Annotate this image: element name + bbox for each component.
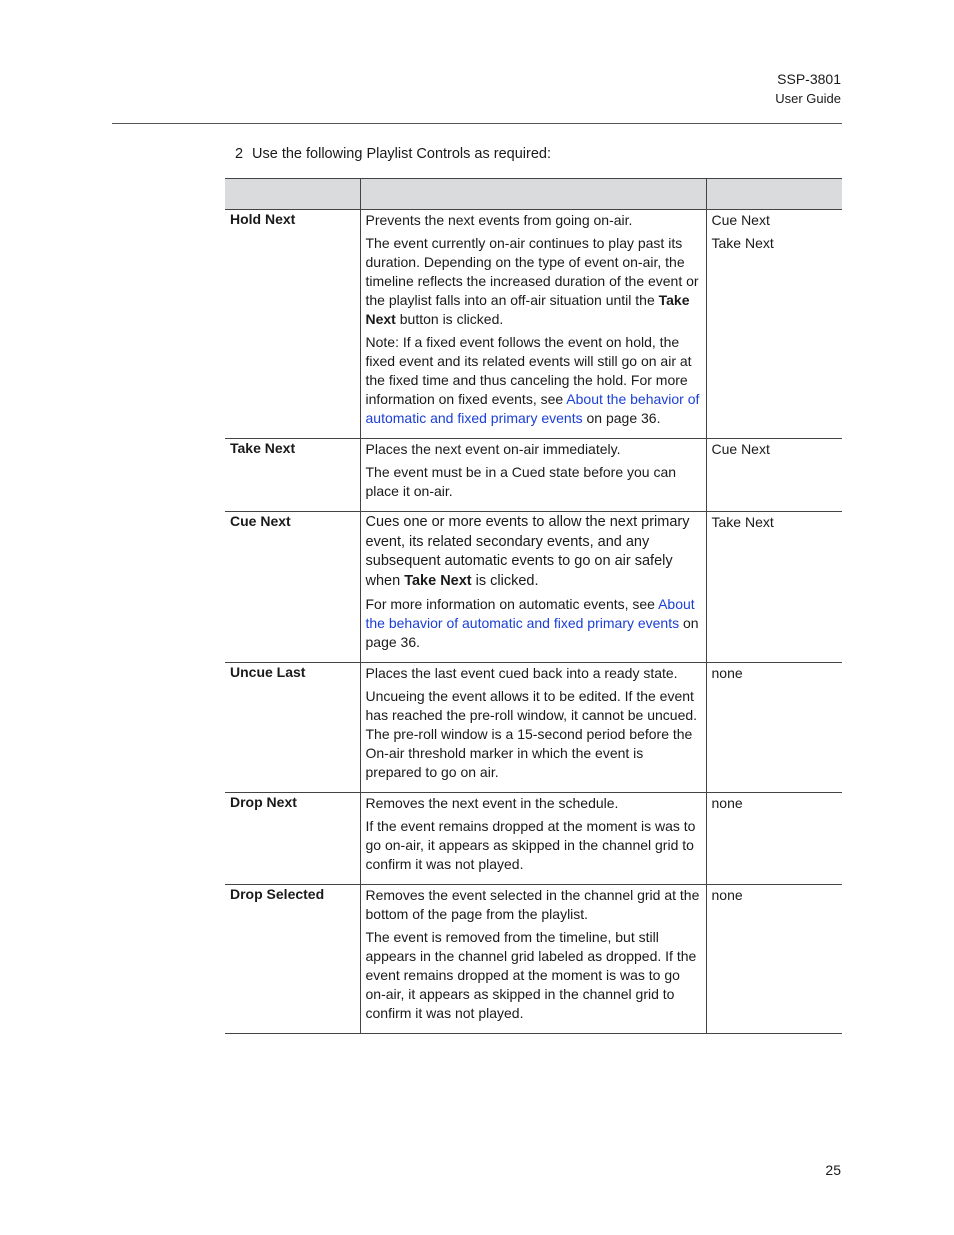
header-cell-description <box>360 179 706 210</box>
related-controls <box>706 885 842 1034</box>
text-run: on page 36. <box>582 410 661 426</box>
header-cell-control <box>225 179 360 210</box>
description-paragraph: Places the last event cued back into a ready state. <box>365 665 678 681</box>
table-row <box>225 885 842 1034</box>
related-controls <box>706 512 842 663</box>
description-paragraph: The event is removed from the timeline, but still appears in the channel grid labeled as dropped. If the event remains dropped at the moment is was to go on-air, it appears as skipped in the channel grid to confirm it was not played. <box>365 929 697 1021</box>
control-description <box>360 885 706 1034</box>
text-run: on page 36. <box>365 615 699 650</box>
related-item: none <box>711 665 743 681</box>
description-paragraph: Places the next event on-air immediately. <box>365 441 621 457</box>
description-paragraph <box>366 595 701 652</box>
description-paragraph <box>366 333 701 428</box>
related-controls <box>706 210 842 439</box>
bold-term: Take Next <box>365 292 690 327</box>
related-item: Cue Next <box>711 212 770 228</box>
table-row <box>225 512 842 663</box>
related-item: none <box>711 795 743 811</box>
cross-reference-link[interactable]: About the behavior of automatic and fixed primary events <box>365 596 695 631</box>
related-item: none <box>711 887 743 903</box>
text-run: Note: If a fixed event follows the event on hold, the fixed event and its related events will still go on air at the fixed time and thus canceling the hold. For more information on fixed events, see <box>365 334 692 407</box>
header-doc-title: User Guide <box>775 91 841 106</box>
control-name: Drop Next <box>225 793 360 885</box>
description-paragraph: The event must be in a Cued state before you can place it on-air. <box>365 464 677 499</box>
step-instruction <box>235 146 551 162</box>
step-text: Use the following Playlist Controls as required: <box>252 146 551 162</box>
text-run: button is clicked. <box>395 311 504 327</box>
related-controls <box>706 663 842 793</box>
control-description <box>360 210 706 439</box>
related-controls <box>706 439 842 512</box>
table-row <box>225 439 842 512</box>
description-paragraph: Removes the next event in the schedule. <box>365 795 619 811</box>
control-name: Cue Next <box>225 512 360 663</box>
bold-term: Take Next <box>404 572 472 589</box>
description-paragraph <box>366 513 701 591</box>
step-number: 2 <box>235 146 244 162</box>
control-name: Drop Selected <box>225 885 360 1034</box>
control-description <box>360 793 706 885</box>
text-run: is clicked. <box>471 572 539 589</box>
description-paragraph <box>366 234 701 329</box>
control-description <box>360 512 706 663</box>
header-rule <box>112 123 842 124</box>
related-item: Take Next <box>711 235 774 251</box>
table-row <box>225 793 842 885</box>
control-description <box>360 663 706 793</box>
control-description <box>360 439 706 512</box>
control-name: Take Next <box>225 439 360 512</box>
description-paragraph: Removes the event selected in the channel grid at the bottom of the page from the playlist. <box>365 887 700 922</box>
control-name: Hold Next <box>225 210 360 439</box>
page-number: 25 <box>825 1162 841 1178</box>
table-row <box>225 210 842 439</box>
header-product: SSP-3801 <box>777 71 841 87</box>
related-controls <box>706 793 842 885</box>
related-item: Cue Next <box>711 441 770 457</box>
description-paragraph: Prevents the next events from going on-air. <box>365 212 633 228</box>
related-item: Take Next <box>711 514 774 530</box>
playlist-controls-table <box>225 178 842 1034</box>
table-row <box>225 663 842 793</box>
description-paragraph: Uncueing the event allows it to be edited. If the event has reached the pre-roll window, it cannot be uncued. The pre-roll window is a 15-second period before the On-air threshold marker in which the event is prepared to go on air. <box>365 688 698 780</box>
header-cell-related <box>706 179 842 210</box>
text-run: For more information on automatic events, see <box>365 596 659 612</box>
description-paragraph: If the event remains dropped at the moment is was to go on-air, it appears as skipped in the channel grid to confirm it was not played. <box>365 818 696 872</box>
cross-reference-link[interactable]: About the behavior of automatic and fixed primary events <box>365 391 700 426</box>
text-run: The event currently on-air continues to play past its duration. Depending on the type of event on-air, the timeline reflects the increased duration of the event or the playlist falls into an off-air situation until the <box>365 235 699 308</box>
control-name: Uncue Last <box>225 663 360 793</box>
table-header <box>225 179 842 210</box>
text-run: Cues one or more events to allow the next primary event, its related secondary events, and any subsequent automatic events to go on air safely when <box>365 514 690 589</box>
